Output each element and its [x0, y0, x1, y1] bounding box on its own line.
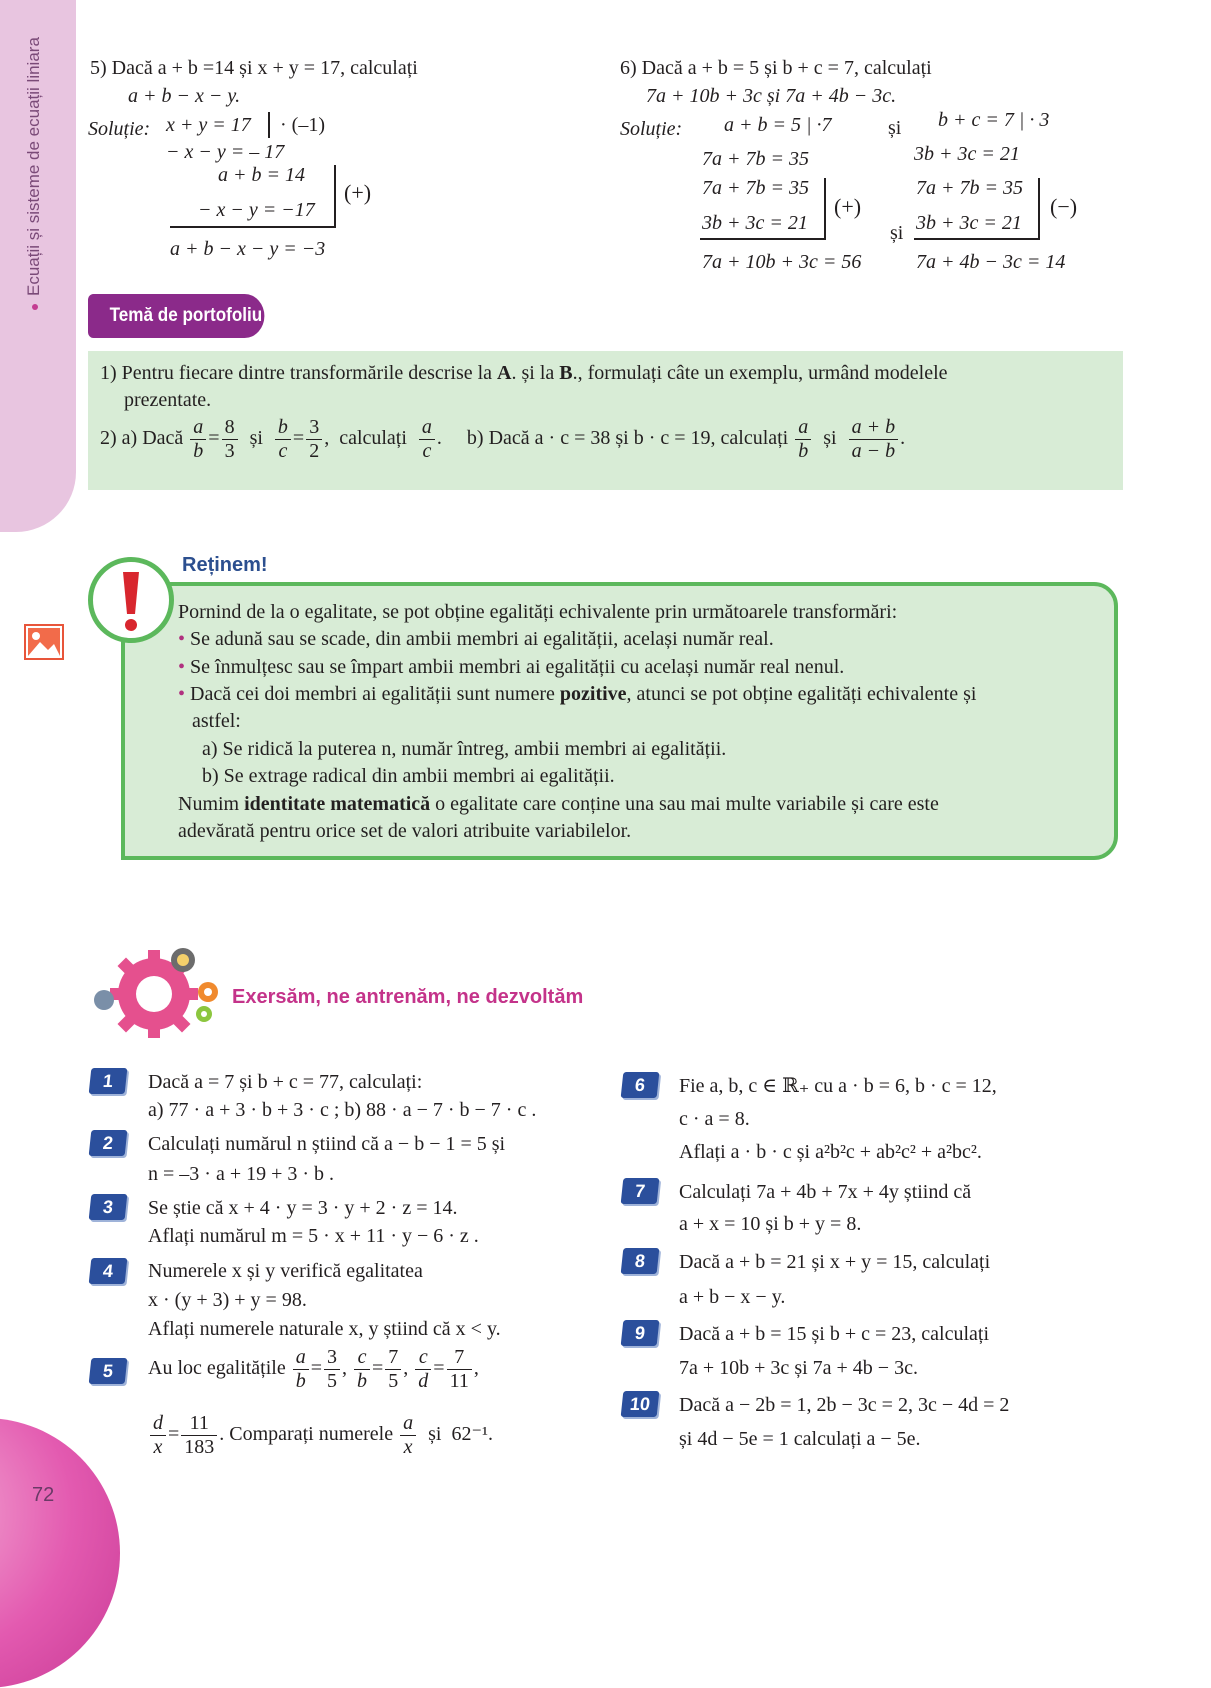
exercise-3: Se știe că x + 4 · y = 3 · y + 2 · z = 14.	[148, 1197, 458, 1219]
remember-title: Reținem!	[182, 554, 268, 576]
exercise-5: Au loc egalitățile $\frac{a}{b}$ = $\frac{3}{5}$ , $\frac{c}{b}$ = $\frac{7}{5}$ , $\frac{c}{d}$ = $\frac{7}{11}$ ,	[148, 1346, 479, 1392]
exercise-1: Dacă a = 7 și b + c = 77, calculați:	[148, 1071, 423, 1093]
equation: a + b = 14	[218, 164, 305, 186]
equation: − x − y = −17	[198, 199, 315, 221]
exercise-2-cont: n = –3 · a + 19 + 3 · b .	[148, 1163, 335, 1185]
divider	[824, 178, 826, 240]
image-icon[interactable]	[24, 624, 64, 660]
multiplier: · (–1)	[280, 114, 325, 136]
exercise-3-cont: Aflați numărul m = 5 · x + 11 · y − 6 · z .	[148, 1225, 479, 1247]
corner-decoration	[0, 1418, 120, 1688]
portfolio-item-1-cont: prezentate.	[124, 389, 212, 411]
exercise-4: Numerele x și y verifică egalitatea	[148, 1260, 423, 1282]
exercise-number: 10	[621, 1391, 660, 1417]
fraction: $\frac{c}{d}$	[415, 1346, 431, 1393]
exercise-number: 7	[621, 1178, 660, 1204]
remember-sub-a: a) Se ridică la puterea n, număr întreg, ambii membri ai egalității.	[202, 738, 727, 760]
exercise-10-cont: și 4d − 5e = 1 calculați a − 5e.	[679, 1428, 921, 1450]
page-number: 72	[32, 1484, 55, 1506]
problem5-statement: 5) Dacă a + b =14 și x + y = 17, calculați	[90, 57, 418, 79]
conjunction: și	[890, 222, 904, 244]
fraction: $\frac{a}{b}$	[293, 1346, 309, 1393]
exercise-number: 1	[89, 1068, 128, 1094]
exercise-6-cont: c · a = 8.	[679, 1108, 750, 1130]
equation: 7a + 7b = 35	[702, 148, 809, 170]
divider	[334, 165, 336, 228]
divider	[914, 238, 1040, 240]
exercise-8: Dacă a + b = 21 și x + y = 15, calculați	[679, 1251, 991, 1273]
fraction: $\frac{7}{5}$	[385, 1346, 401, 1393]
exercise-6: Fie a, b, c ∈ ℝ₊ cu a · b = 6, b · c = 12,	[679, 1075, 997, 1097]
fraction: $\frac{8}{3}$	[222, 416, 238, 463]
solution-label: Soluție:	[88, 118, 151, 140]
divider	[1038, 178, 1040, 240]
exercise-number: 5	[89, 1358, 128, 1384]
fraction: $\frac{a + b}{a - b}$	[849, 416, 899, 463]
exercise-8-cont: a + b − x − y.	[679, 1286, 786, 1308]
equation: 3b + 3c = 21	[914, 143, 1020, 165]
exercise-7-cont: a + x = 10 și b + y = 8.	[679, 1213, 862, 1235]
result: a + b − x − y = −3	[170, 238, 326, 260]
remember-sub-b: b) Se extrage radical din ambii membri ai egalității.	[202, 765, 615, 787]
remember-bullet-3: • Dacă cei doi membri ai egalității sunt numere pozitive, atunci se pot obține egalități echivalente și	[178, 683, 977, 705]
divider	[700, 238, 826, 240]
chapter-label: Ecuații și sisteme de ecuații liniara	[24, 20, 44, 310]
gears-illustration	[88, 942, 228, 1038]
fraction: $\frac{a}{b}$	[795, 416, 811, 463]
fraction: $\frac{d}{x}$	[150, 1412, 166, 1459]
exercise-2: Calculați numărul n știind că a − b − 1 = 5 și	[148, 1133, 506, 1155]
equation: 7a + 7b = 35	[916, 177, 1023, 199]
exercise-5-cont: $\frac{d}{x}$ = $\frac{11}{183}$ . Comparați numerele $\frac{a}{x}$ și 62⁻¹.	[148, 1412, 493, 1459]
bullet-dot	[32, 304, 38, 310]
equation: 3b + 3c = 21	[916, 212, 1022, 234]
remember-bullet-3-cont: astfel:	[192, 710, 241, 732]
fraction: $\frac{a}{b}$	[190, 416, 206, 463]
equation: a + b = 5 | ·7	[724, 114, 832, 136]
exercise-4-cont2: Aflați numerele naturale x, y știind că x < y.	[148, 1318, 501, 1340]
problem6-statement: 6) Dacă a + b = 5 și b + c = 7, calculați	[620, 57, 932, 79]
remember-bullet-1: • Se adună sau se scade, din ambii membri ai egalității, același număr real.	[178, 628, 774, 650]
equation: x + y = 17	[166, 114, 251, 136]
divider	[268, 112, 270, 138]
exercise-4-cont: x · (y + 3) + y = 98.	[148, 1289, 307, 1311]
portfolio-item-2: 2) a) Dacă $\frac{a}{b}$ = $\frac{8}{3}$ și $\frac{b}{c}$ = $\frac{3}{2}$ , calculați $\frac{a}{c}$ . b) Dacă a · c = 38 și b · c = 19, calculați $\frac{a}{b}$ și $\frac{a + b}{a - b}$ .	[100, 416, 906, 462]
remember-intro: Pornind de la o egalitate, se pot obține egalități echivalente prin următoarele transformări:	[178, 601, 898, 623]
fraction: $\frac{b}{c}$	[275, 416, 291, 463]
fraction: $\frac{7}{11}$	[447, 1346, 472, 1393]
divider	[170, 226, 336, 228]
equation: − x − y = – 17	[166, 141, 285, 163]
remember-bullet-2: • Se înmulțesc sau se împart ambii membri ai egalității cu același număr real nenul.	[178, 656, 845, 678]
solution-label: Soluție:	[620, 118, 683, 140]
exercise-6-cont2: Aflați a · b · c și a²b²c + ab²c² + a²bc².	[679, 1141, 982, 1163]
exercise-number: 8	[621, 1248, 660, 1274]
portfolio-item-1: 1) Pentru fiecare dintre transformările descrise la A. și la B., formulați câte un exemplu, urmând modelele	[100, 362, 948, 384]
operation: (+)	[834, 194, 862, 219]
fraction: $\frac{3}{5}$	[324, 1346, 340, 1393]
equation: 7a + 7b = 35	[702, 177, 809, 199]
problem6-expression: 7a + 10b + 3c și 7a + 4b − 3c.	[646, 85, 897, 107]
equation: 3b + 3c = 21	[702, 212, 808, 234]
result: 7a + 10b + 3c = 56	[702, 251, 862, 273]
fraction: $\frac{c}{b}$	[354, 1346, 370, 1393]
exercise-number: 2	[89, 1130, 128, 1156]
exercise-number: 9	[621, 1320, 660, 1346]
fraction: $\frac{11}{183}$	[181, 1412, 217, 1459]
fraction: $\frac{a}{c}$	[419, 416, 435, 463]
fraction: $\frac{a}{x}$	[400, 1412, 416, 1459]
remember-definition-cont: adevărată pentru orice set de valori atribuite variabilelor.	[178, 820, 632, 842]
operation: (−)	[1050, 194, 1078, 219]
exercises-title: Exersăm, ne antrenăm, ne dezvoltăm	[232, 986, 584, 1008]
equation: b + c = 7 | · 3	[938, 109, 1050, 131]
operation: (+)	[344, 180, 372, 205]
result: 7a + 4b − 3c = 14	[916, 251, 1066, 273]
exercise-number: 6	[621, 1072, 660, 1098]
conjunction: și	[888, 117, 902, 139]
exercise-number: 3	[89, 1194, 128, 1220]
portfolio-tab: Temă de portofoliu	[88, 294, 264, 338]
fraction: $\frac{3}{2}$	[306, 416, 322, 463]
exercise-9: Dacă a + b = 15 și b + c = 23, calculați	[679, 1323, 990, 1345]
exercise-9-cont: 7a + 10b + 3c și 7a + 4b − 3c.	[679, 1357, 918, 1379]
exercise-7: Calculați 7a + 4b + 7x + 4y știind că	[679, 1181, 972, 1203]
exclamation-icon	[88, 557, 174, 643]
exercise-1-parts: a) 77 · a + 3 · b + 3 · c ; b) 88 · a − 7 · b − 7 · c .	[148, 1099, 537, 1121]
problem5-expression: a + b − x − y.	[128, 85, 241, 107]
remember-definition: Numim identitate matematică o egalitate care conține una sau mai multe variabile și care este	[178, 793, 939, 815]
exercise-10: Dacă a − 2b = 1, 2b − 3c = 2, 3c − 4d = 2	[679, 1394, 1010, 1416]
exercise-number: 4	[89, 1258, 128, 1284]
